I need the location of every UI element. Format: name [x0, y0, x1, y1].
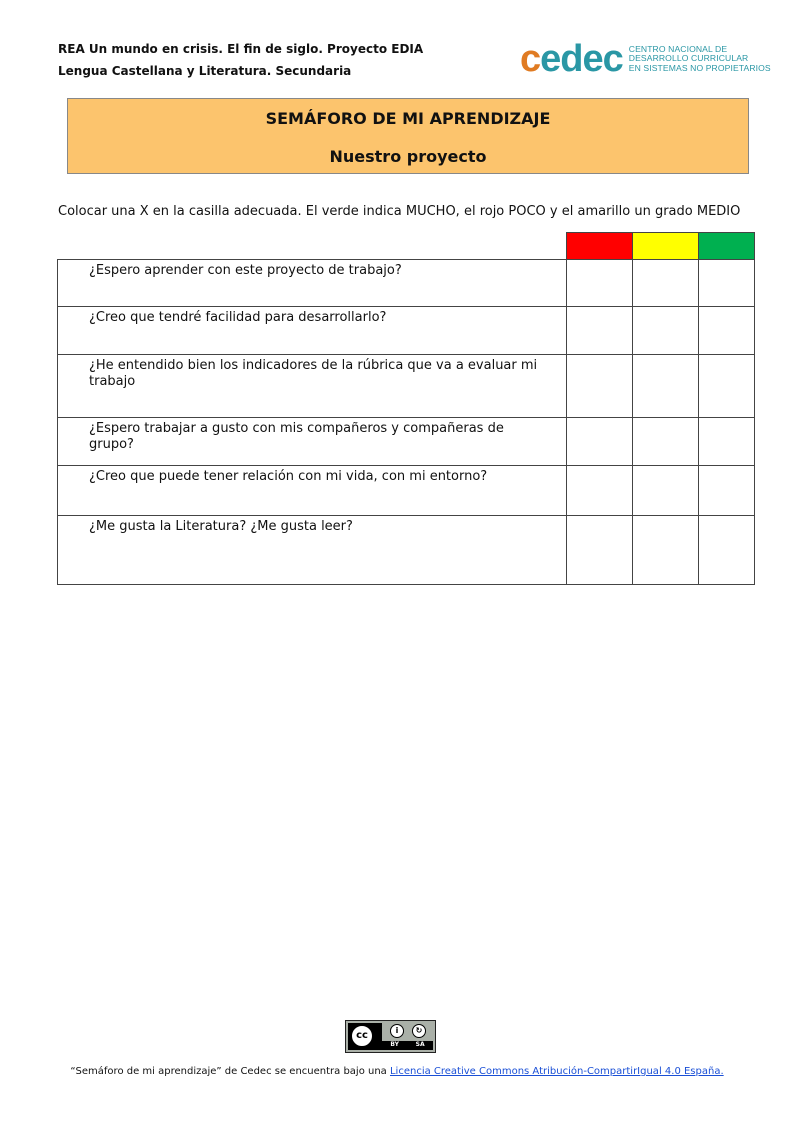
answer-cell-green[interactable]: [699, 516, 755, 585]
answer-cell-yellow[interactable]: [633, 516, 699, 585]
answer-cell-red[interactable]: [567, 418, 633, 466]
answer-cell-green[interactable]: [699, 355, 755, 418]
question-cell: ¿Creo que puede tener relación con mi vida, con mi entorno?: [58, 466, 567, 516]
table-row: [58, 307, 755, 355]
cc-icon: cc: [350, 1024, 374, 1048]
answer-cell-yellow[interactable]: [633, 418, 699, 466]
answer-cell-red[interactable]: [567, 307, 633, 355]
header-subject-line: Lengua Castellana y Literatura. Secundaria: [58, 64, 352, 78]
cedec-logo-subtitle: CENTRO NACIONAL DE DESARROLLO CURRICULAR EN SISTEMAS NO PROPIETARIOS: [628, 43, 771, 73]
cedec-logo: [520, 40, 771, 78]
header-project-line: REA Un mundo en crisis. El fin de siglo. Proyecto EDIA: [58, 42, 424, 56]
page-title: SEMÁFORO DE MI APRENDIZAJE: [265, 109, 551, 128]
answer-cell-red[interactable]: [567, 516, 633, 585]
question-cell: ¿He entendido bien los indicadores de la rúbrica que va a evaluar mi trabajo: [58, 355, 567, 418]
page-subtitle: Nuestro proyecto: [329, 147, 487, 166]
cedec-logo-wordmark: cedec: [520, 38, 623, 80]
answer-cell-yellow[interactable]: [633, 355, 699, 418]
table-row: [58, 260, 755, 307]
instructions: Colocar una X en la casilla adecuada. El verde indica MUCHO, el rojo POCO y el amarillo un grado MEDIO: [58, 204, 741, 219]
table-row: [58, 355, 755, 418]
answer-cell-red[interactable]: [567, 466, 633, 516]
attribution-icon: i: [390, 1024, 404, 1038]
answer-cell-red[interactable]: [567, 260, 633, 307]
answer-cell-yellow[interactable]: [633, 307, 699, 355]
color-header-row: [58, 233, 755, 260]
answer-cell-green[interactable]: [699, 466, 755, 516]
by-label: BY: [390, 1041, 399, 1048]
sa-label: SA: [415, 1041, 425, 1048]
table-row: [58, 418, 755, 466]
answer-cell-yellow[interactable]: [633, 260, 699, 307]
red-swatch: [567, 233, 633, 260]
answer-cell-green[interactable]: [699, 260, 755, 307]
table-row: [58, 516, 755, 585]
document-header: [58, 38, 423, 82]
answer-cell-yellow[interactable]: [633, 466, 699, 516]
license-footer: [0, 1066, 794, 1077]
cc-by-sa-badge: [345, 1020, 436, 1053]
yellow-swatch: [633, 233, 699, 260]
question-cell: ¿Me gusta la Literatura? ¿Me gusta leer?: [58, 516, 567, 585]
answer-cell-red[interactable]: [567, 355, 633, 418]
green-swatch: [699, 233, 755, 260]
footer-text: “Semáforo de mi aprendizaje” de Cedec se encuentra bajo una: [70, 1066, 390, 1077]
table-row: [58, 466, 755, 516]
question-cell: ¿Espero aprender con este proyecto de trabajo?: [58, 260, 567, 307]
answer-cell-green[interactable]: [699, 418, 755, 466]
answer-cell-green[interactable]: [699, 307, 755, 355]
license-link[interactable]: Licencia Creative Commons Atribución-CompartirIgual 4.0 España.: [389, 1066, 724, 1077]
self-assessment-table: [57, 232, 755, 585]
question-cell: ¿Creo que tendré facilidad para desarrollarlo?: [58, 307, 567, 355]
title-box: [67, 98, 749, 174]
question-cell: ¿Espero trabajar a gusto con mis compañeros y compañeras de grupo?: [58, 418, 567, 466]
share-alike-icon: ↻: [412, 1024, 426, 1038]
header-blank-cell: [58, 233, 567, 260]
